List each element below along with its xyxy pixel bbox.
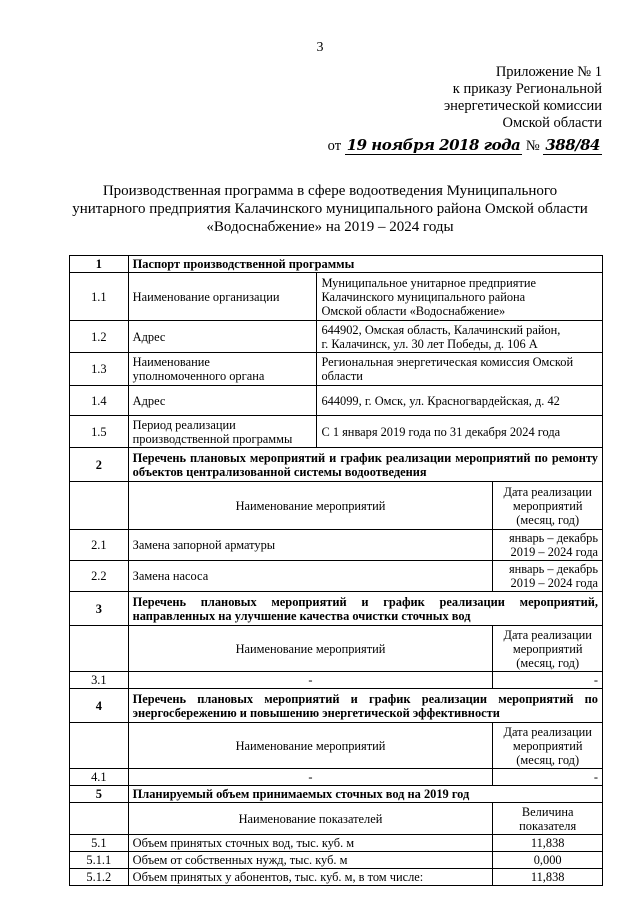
header-line: (месяц, год) <box>516 752 580 767</box>
value-line: г. Калачинск, ул. 30 лет Победы, д. 106 А <box>321 336 538 351</box>
row-value <box>317 273 603 321</box>
table-row <box>70 386 603 416</box>
row-name: Замена насоса <box>128 561 493 592</box>
table-row <box>70 852 603 869</box>
row-label: Адрес <box>128 321 317 353</box>
row-number: 1.2 <box>70 321 129 353</box>
section-header-row <box>70 448 603 482</box>
column-header-row <box>70 482 603 530</box>
row-name: Объем принятых у абонентов, тыс. куб. м, в том числе: <box>128 869 493 886</box>
section-number: 5 <box>70 786 129 803</box>
column-header-name: Наименование мероприятий <box>128 723 493 769</box>
row-number: 1.4 <box>70 386 129 416</box>
header-line: (месяц, год) <box>516 655 580 670</box>
value-line: 644902, Омская область, Калачинский район, <box>321 322 561 337</box>
row-date: - <box>493 672 603 689</box>
value-line: Муниципальное унитарное предприятие <box>321 275 536 290</box>
date-line: 2019 – 2024 года <box>510 545 598 559</box>
page-number: 3 <box>316 40 324 55</box>
order-reference <box>328 136 602 155</box>
header-line: Величина <box>521 804 574 819</box>
row-number: 1.1 <box>70 273 129 321</box>
program-table <box>69 255 603 886</box>
header-line: мероприятий <box>512 498 583 513</box>
order-date-handwritten: 19 ноября 2018 года <box>346 136 521 154</box>
row-value <box>317 353 603 386</box>
row-value: С 1 января 2019 года по 31 декабря 2024 года <box>317 416 603 448</box>
row-name: Замена запорной арматуры <box>128 530 493 561</box>
row-number: 2.1 <box>70 530 129 561</box>
row-value: 11,838 <box>493 869 603 886</box>
header-line: Дата реализации <box>503 627 592 642</box>
header-line: мероприятий <box>512 641 583 656</box>
row-value: 11,838 <box>493 835 603 852</box>
row-label <box>128 416 317 448</box>
column-header-name: Наименование мероприятий <box>128 626 493 672</box>
section-heading: Перечень плановых мероприятий и график реализации мероприятий по энергосбережению и повышению энергетической эффективности <box>128 689 602 723</box>
column-header-date <box>493 723 603 769</box>
value-line: Омской области «Водоснабжение» <box>321 303 506 318</box>
date-line: 2019 – 2024 года <box>510 576 598 590</box>
section-header-row <box>70 592 603 626</box>
header-line: мероприятий <box>512 738 583 753</box>
row-number: 3.1 <box>70 672 129 689</box>
section-heading: Планируемый объем принимаемых сточных вод на 2019 год <box>128 786 602 803</box>
section-header-row <box>70 256 603 273</box>
row-value: 0,000 <box>493 852 603 869</box>
row-number: 2.2 <box>70 561 129 592</box>
section-number: 3 <box>70 592 129 626</box>
row-name: Объем от собственных нужд, тыс. куб. м <box>128 852 493 869</box>
table-row <box>70 561 603 592</box>
title-line: «Водоснабжение» на 2019 – 2024 годы <box>206 219 454 235</box>
date-line: январь – декабрь <box>508 562 598 576</box>
row-number: 5.1.2 <box>70 869 129 886</box>
row-number: 1.5 <box>70 416 129 448</box>
column-header-date <box>493 626 603 672</box>
row-label: Наименование организации <box>128 273 317 321</box>
order-prefix: от <box>327 138 342 154</box>
appendix-line: Приложение № 1 <box>495 64 602 80</box>
document-title <box>60 182 600 236</box>
table-row <box>70 353 603 386</box>
section-number: 4 <box>70 689 129 723</box>
row-name: - <box>128 769 493 786</box>
title-line: Производственная программа в сфере водоотведения Муниципального <box>102 183 558 199</box>
empty-cell <box>70 626 129 672</box>
label-line: Период реализации <box>132 417 236 432</box>
appendix-header <box>444 64 602 132</box>
row-value: 644099, г. Омск, ул. Красногвардейская, д. 42 <box>317 386 603 416</box>
order-number-prefix: № <box>525 138 540 154</box>
header-line: Дата реализации <box>503 724 592 739</box>
column-header-date <box>493 482 603 530</box>
value-line: области <box>321 369 363 383</box>
header-line: показателя <box>519 818 577 833</box>
empty-cell <box>70 803 129 835</box>
row-number: 5.1 <box>70 835 129 852</box>
table-row <box>70 869 603 886</box>
header-line: (месяц, год) <box>516 512 580 527</box>
row-name: Объем принятых сточных вод, тыс. куб. м <box>128 835 493 852</box>
row-date <box>493 561 603 592</box>
section-heading: Перечень плановых мероприятий и график реализации мероприятий по ремонту объектов централизованной системы водоотведения <box>128 448 602 482</box>
appendix-line: Омской области <box>502 115 602 131</box>
value-line: Региональная энергетическая комиссия Омской <box>321 355 574 369</box>
empty-cell <box>70 482 129 530</box>
column-header-name: Наименование мероприятий <box>128 482 493 530</box>
table-row <box>70 416 603 448</box>
section-heading: Паспорт производственной программы <box>128 256 602 273</box>
table-row <box>70 769 603 786</box>
column-header-name: Наименование показателей <box>128 803 493 835</box>
table-row <box>70 530 603 561</box>
appendix-line: энергетической комиссии <box>443 98 602 114</box>
row-label <box>128 353 317 386</box>
section-number: 1 <box>70 256 129 273</box>
section-number: 2 <box>70 448 129 482</box>
appendix-line: к приказу Региональной <box>452 81 602 97</box>
header-line: Дата реализации <box>503 484 592 499</box>
order-number-handwritten: 388/84 <box>545 136 600 154</box>
row-value <box>317 321 603 353</box>
row-number: 1.3 <box>70 353 129 386</box>
section-heading: Перечень плановых мероприятий и график реализации мероприятий, направленных на улучшение качества очистки сточных вод <box>128 592 602 626</box>
table-row <box>70 321 603 353</box>
title-line: унитарного предприятия Калачинского муниципального района Омской области <box>72 201 588 217</box>
label-line: производственной программы <box>132 431 293 446</box>
row-number: 5.1.1 <box>70 852 129 869</box>
row-name: - <box>128 672 493 689</box>
row-number: 4.1 <box>70 769 129 786</box>
column-header-row <box>70 803 603 835</box>
table-row <box>70 273 603 321</box>
section-header-row <box>70 786 603 803</box>
empty-cell <box>70 723 129 769</box>
table-row <box>70 672 603 689</box>
table-row <box>70 835 603 852</box>
column-header-value <box>493 803 603 835</box>
date-line: январь – декабрь <box>508 531 598 545</box>
column-header-row <box>70 626 603 672</box>
section-header-row <box>70 689 603 723</box>
label-line: уполномоченного органа <box>132 369 265 383</box>
row-date: - <box>493 769 603 786</box>
row-label: Адрес <box>128 386 317 416</box>
label-line: Наименование <box>132 355 210 369</box>
value-line: Калачинского муниципального района <box>321 289 526 304</box>
column-header-row <box>70 723 603 769</box>
row-date <box>493 530 603 561</box>
